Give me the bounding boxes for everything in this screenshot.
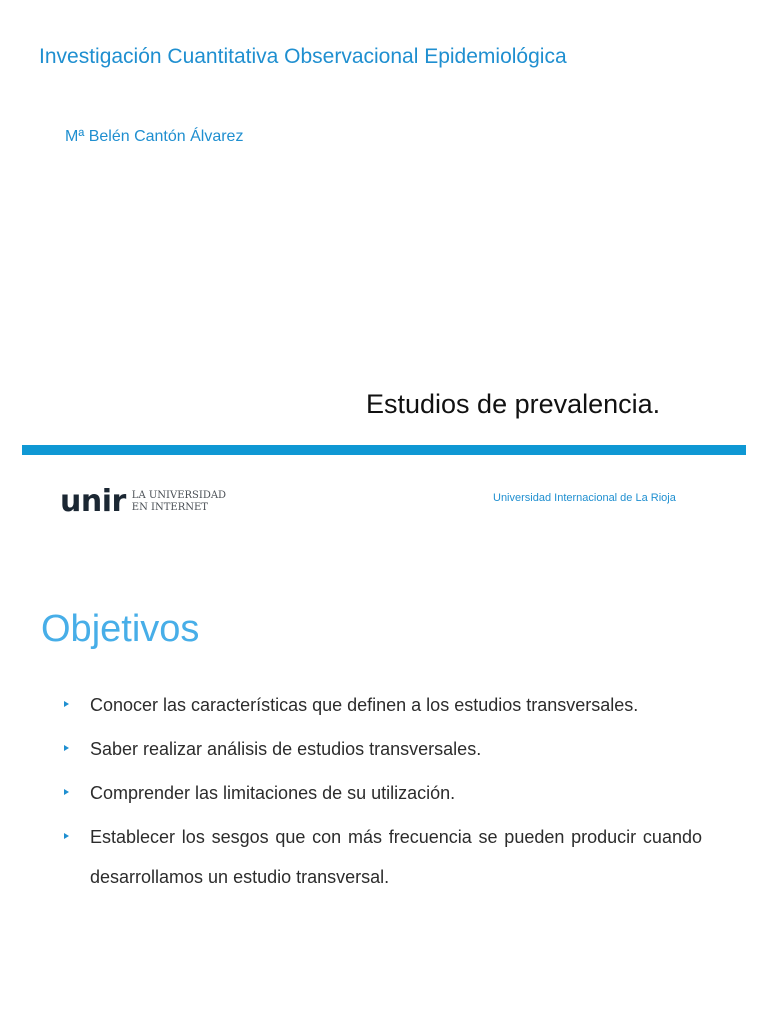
- objective-text: Comprender las limitaciones de su utilización.: [90, 783, 456, 803]
- objective-text: Conocer las características que definen a los estudios transversales.: [90, 695, 639, 715]
- logo-tagline-line-2: EN INTERNET: [131, 502, 208, 513]
- bullet-icon: [64, 745, 69, 751]
- objective-item: [62, 773, 702, 813]
- objective-item: [62, 729, 702, 769]
- divider-bar: [22, 445, 746, 455]
- objectives-heading: Objetivos: [41, 608, 200, 650]
- objective-item: [62, 817, 702, 897]
- course-title: Investigación Cuantitativa Observacional Epidemiológica: [39, 45, 567, 68]
- author-name: Mª Belén Cantón Álvarez: [65, 128, 244, 145]
- objective-text: Saber realizar análisis de estudios transversales.: [90, 739, 482, 759]
- bullet-icon: [64, 833, 69, 839]
- bullet-icon: [64, 789, 69, 795]
- university-name: Universidad Internacional de La Rioja: [493, 492, 676, 504]
- logo-tagline-line-1: LA UNIVERSIDAD: [131, 490, 227, 501]
- slide-title: Estudios de prevalencia.: [366, 389, 661, 419]
- unir-logo: [60, 485, 226, 519]
- logo-wordmark: unir: [60, 484, 126, 519]
- objective-item: [62, 685, 702, 725]
- objectives-list: [62, 685, 702, 901]
- bullet-icon: [64, 701, 69, 707]
- objective-text: Establecer los sesgos que con más frecuencia se pueden producir cuando desarrollamos un estudio transversal.: [90, 827, 702, 887]
- logo-tagline: [132, 490, 226, 514]
